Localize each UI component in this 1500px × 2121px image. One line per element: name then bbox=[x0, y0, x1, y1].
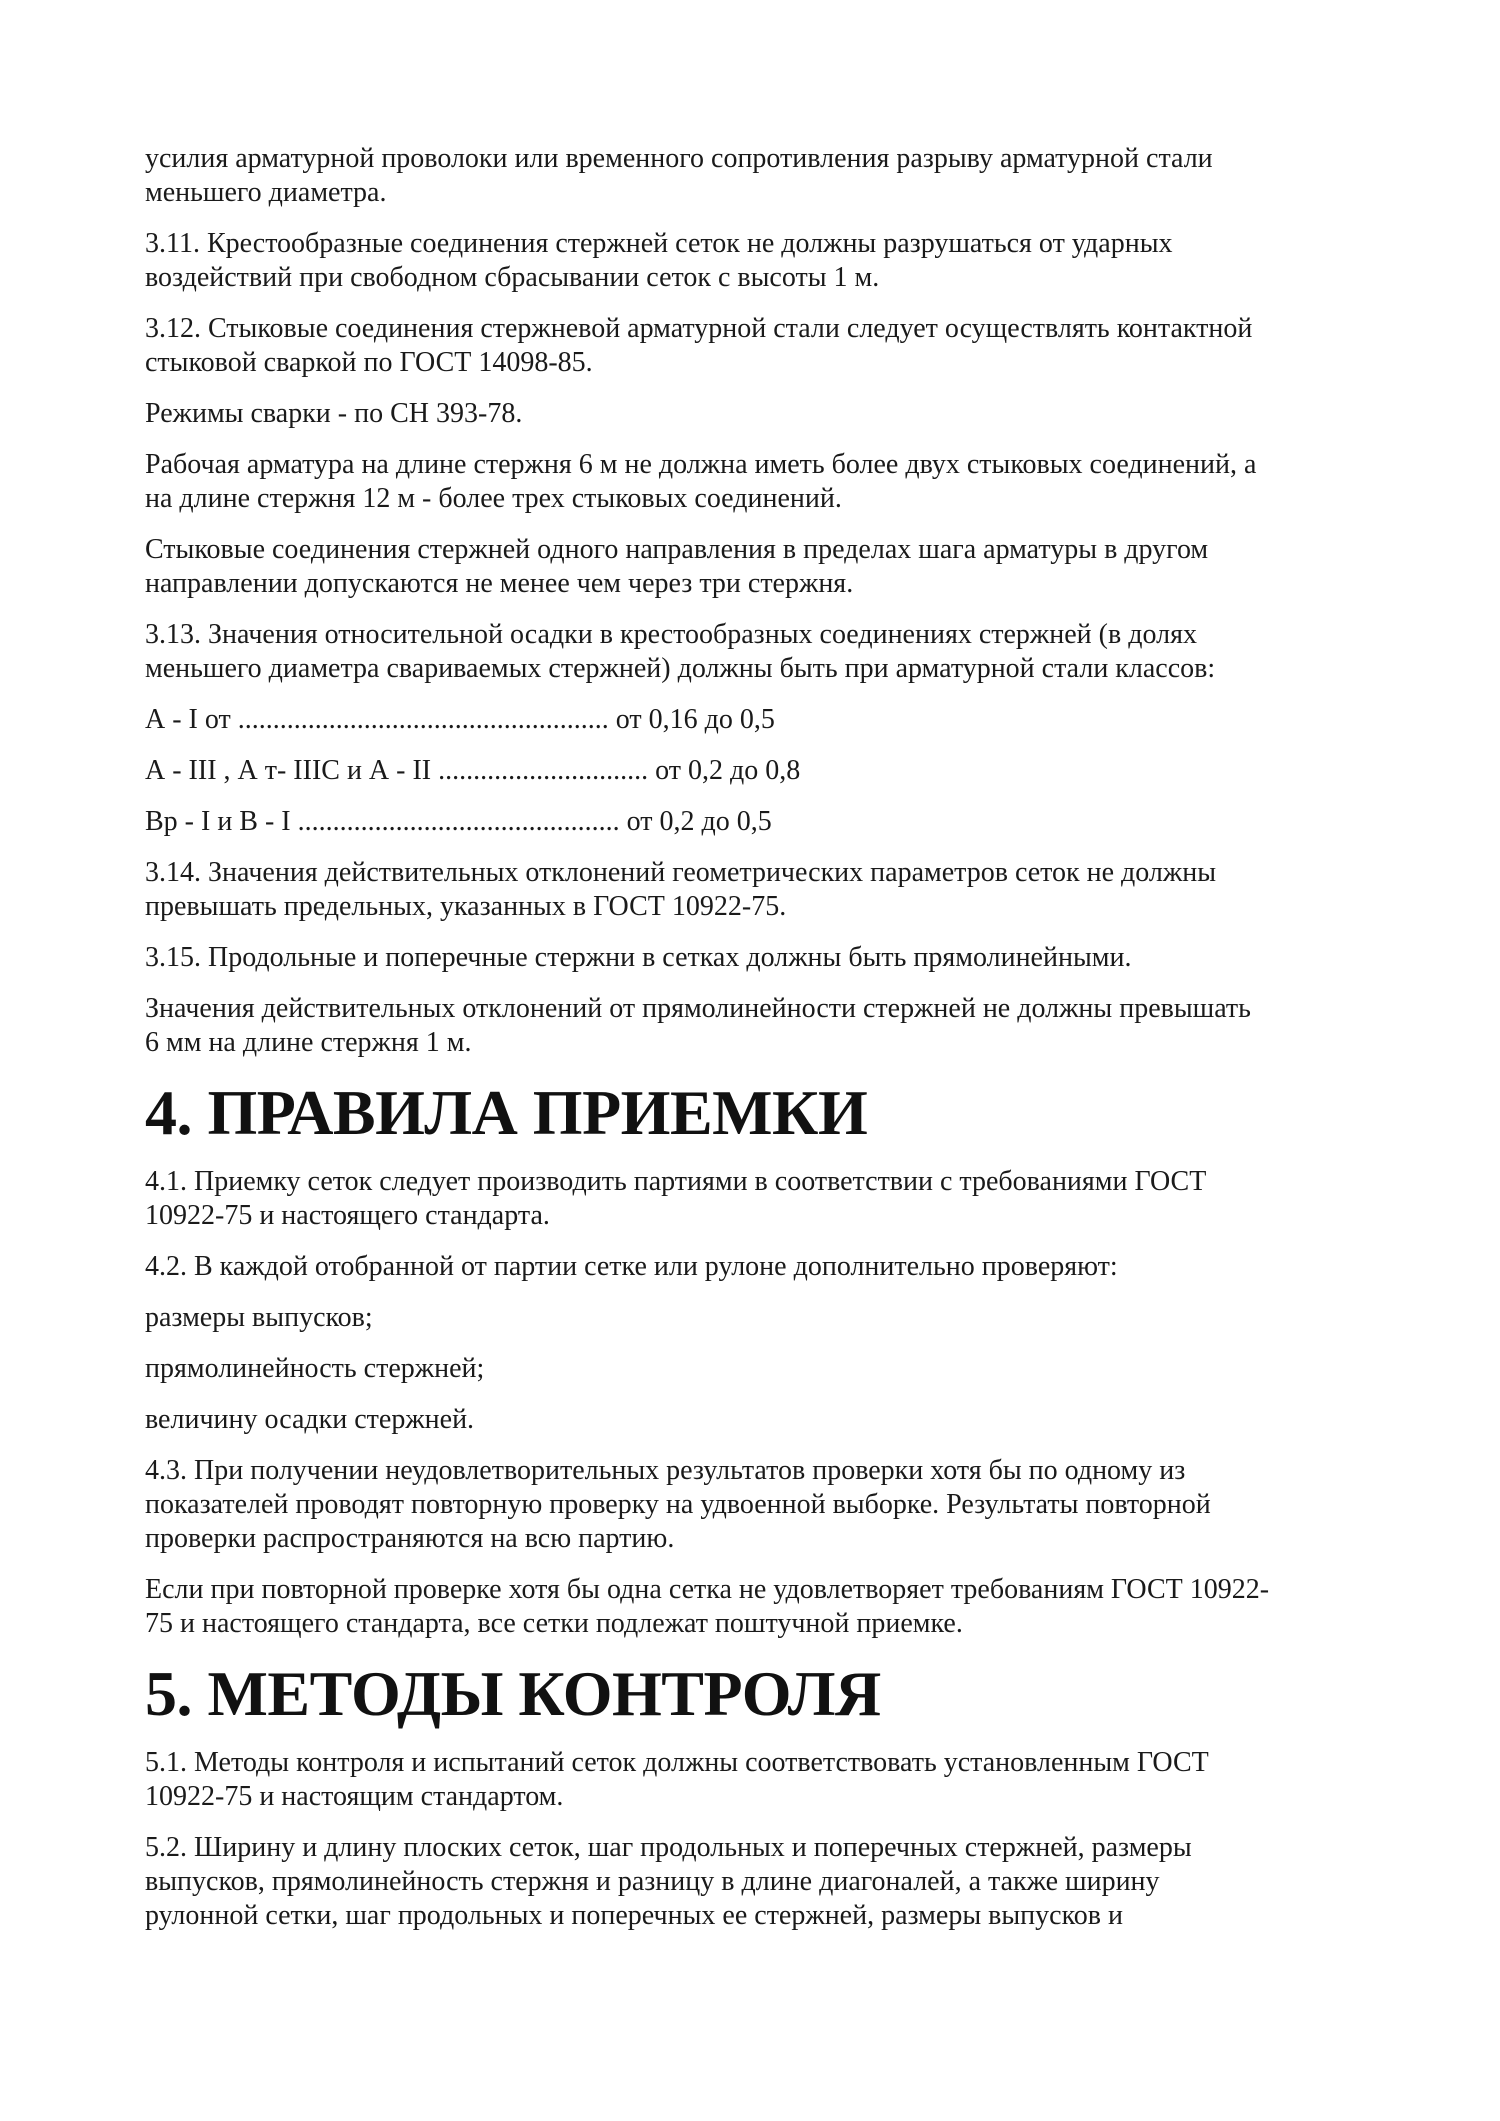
paragraph bbox=[145, 1403, 1385, 1437]
text-line: меньшего диаметра. bbox=[145, 177, 387, 208]
section-heading-5: 5. МЕТОДЫ КОНТРОЛЯ bbox=[145, 1658, 881, 1729]
paragraph bbox=[145, 992, 1385, 1060]
text-line: Стыковые соединения стержней одного направления в пределах шага арматуры в другом bbox=[145, 534, 1209, 565]
paragraph bbox=[145, 805, 1385, 839]
text-line: 3.13. Значения относительной осадки в крестообразных соединениях стержней (в долях bbox=[145, 619, 1197, 650]
paragraph bbox=[145, 533, 1385, 601]
text-line: на длине стержня 12 м - более трех стыковых соединений. bbox=[145, 483, 842, 514]
paragraph bbox=[145, 227, 1385, 295]
text-line: 5.2. Ширину и длину плоских сеток, шаг продольных и поперечных стержней, размеры bbox=[145, 1832, 1192, 1863]
text-line: 3.15. Продольные и поперечные стержни в сетках должны быть прямолинейными. bbox=[145, 942, 1132, 973]
paragraph bbox=[145, 397, 1385, 431]
text-line: меньшего диаметра свариваемых стержней) должны быть при арматурной стали классов: bbox=[145, 653, 1216, 684]
section-heading-4: 4. ПРАВИЛА ПРИЕМКИ bbox=[145, 1077, 868, 1148]
text-line: показателей проводят повторную проверку на удвоенной выборке. Результаты повторной bbox=[145, 1489, 1211, 1520]
text-line: величину осадки стержней. bbox=[145, 1404, 475, 1435]
text-line: направлении допускаются не менее чем через три стержня. bbox=[145, 568, 854, 599]
text-line: Рабочая арматура на длине стержня 6 м не должна иметь более двух стыковых соединений, а bbox=[145, 449, 1257, 480]
text-line: проверки распространяются на всю партию. bbox=[145, 1523, 675, 1554]
text-line: усилия арматурной проволоки или временного сопротивления разрыву арматурной стали bbox=[145, 143, 1213, 174]
text-line: 4.1. Приемку сеток следует производить партиями в соответствии с требованиями ГОСТ bbox=[145, 1166, 1207, 1197]
text-line: прямолинейность стержней; bbox=[145, 1353, 485, 1384]
paragraph bbox=[145, 856, 1385, 924]
text-line: Режимы сварки - по СН 393-78. bbox=[145, 398, 523, 429]
text-line: 4.3. При получении неудовлетворительных результатов проверки хотя бы по одному из bbox=[145, 1455, 1186, 1486]
paragraph bbox=[145, 1301, 1385, 1335]
text-line: Вр - I и В - I .............................................. от 0,2 до 0,5 bbox=[145, 806, 772, 837]
paragraph bbox=[145, 1165, 1385, 1233]
paragraph bbox=[145, 448, 1385, 516]
paragraph bbox=[145, 1573, 1385, 1641]
text-line: А - I от ..................................................... от 0,16 до 0,5 bbox=[145, 704, 775, 735]
section-3-continued bbox=[145, 142, 1385, 1060]
paragraph bbox=[145, 1352, 1385, 1386]
paragraph bbox=[145, 312, 1385, 380]
text-line: размеры выпусков; bbox=[145, 1302, 373, 1333]
paragraph bbox=[145, 754, 1385, 788]
text-line: 3.11. Крестообразные соединения стержней сеток не должны разрушаться от ударных bbox=[145, 228, 1173, 259]
text-line: Если при повторной проверке хотя бы одна сетка не удовлетворяет требованиям ГОСТ 10922- bbox=[145, 1574, 1270, 1605]
paragraph bbox=[145, 1250, 1385, 1284]
paragraph bbox=[145, 142, 1385, 210]
document-page bbox=[145, 142, 1385, 1950]
section-4-body bbox=[145, 1165, 1385, 1641]
text-line: Значения действительных отклонений от прямолинейности стержней не должны превышать bbox=[145, 993, 1251, 1024]
text-line: стыковой сваркой по ГОСТ 14098-85. bbox=[145, 347, 593, 378]
text-line: выпусков, прямолинейность стержня и разницу в длине диагоналей, а также ширину bbox=[145, 1866, 1160, 1897]
text-line: 75 и настоящего стандарта, все сетки подлежат поштучной приемке. bbox=[145, 1608, 963, 1639]
text-line: А - III , А т- IIIС и А - II .............................. от 0,2 до 0,8 bbox=[145, 755, 801, 786]
paragraph bbox=[145, 703, 1385, 737]
paragraph bbox=[145, 1831, 1385, 1933]
text-line: 10922-75 и настоящим стандартом. bbox=[145, 1781, 564, 1812]
text-line: 3.12. Стыковые соединения стержневой арматурной стали следует осуществлять контактной bbox=[145, 313, 1253, 344]
paragraph bbox=[145, 618, 1385, 686]
text-line: превышать предельных, указанных в ГОСТ 10922-75. bbox=[145, 891, 787, 922]
text-line: рулонной сетки, шаг продольных и поперечных ее стержней, размеры выпусков и bbox=[145, 1900, 1123, 1931]
paragraph bbox=[145, 941, 1385, 975]
text-line: 5.1. Методы контроля и испытаний сеток должны соответствовать установленным ГОСТ bbox=[145, 1747, 1209, 1778]
paragraph bbox=[145, 1746, 1385, 1814]
section-5-body bbox=[145, 1746, 1385, 1933]
text-line: воздействий при свободном сбрасывании сеток с высоты 1 м. bbox=[145, 262, 880, 293]
text-line: 4.2. В каждой отобранной от партии сетке или рулоне дополнительно проверяют: bbox=[145, 1251, 1118, 1282]
text-line: 10922-75 и настоящего стандарта. bbox=[145, 1200, 550, 1231]
text-line: 6 мм на длине стержня 1 м. bbox=[145, 1027, 472, 1058]
paragraph bbox=[145, 1454, 1385, 1556]
text-line: 3.14. Значения действительных отклонений геометрических параметров сеток не должны bbox=[145, 857, 1217, 888]
